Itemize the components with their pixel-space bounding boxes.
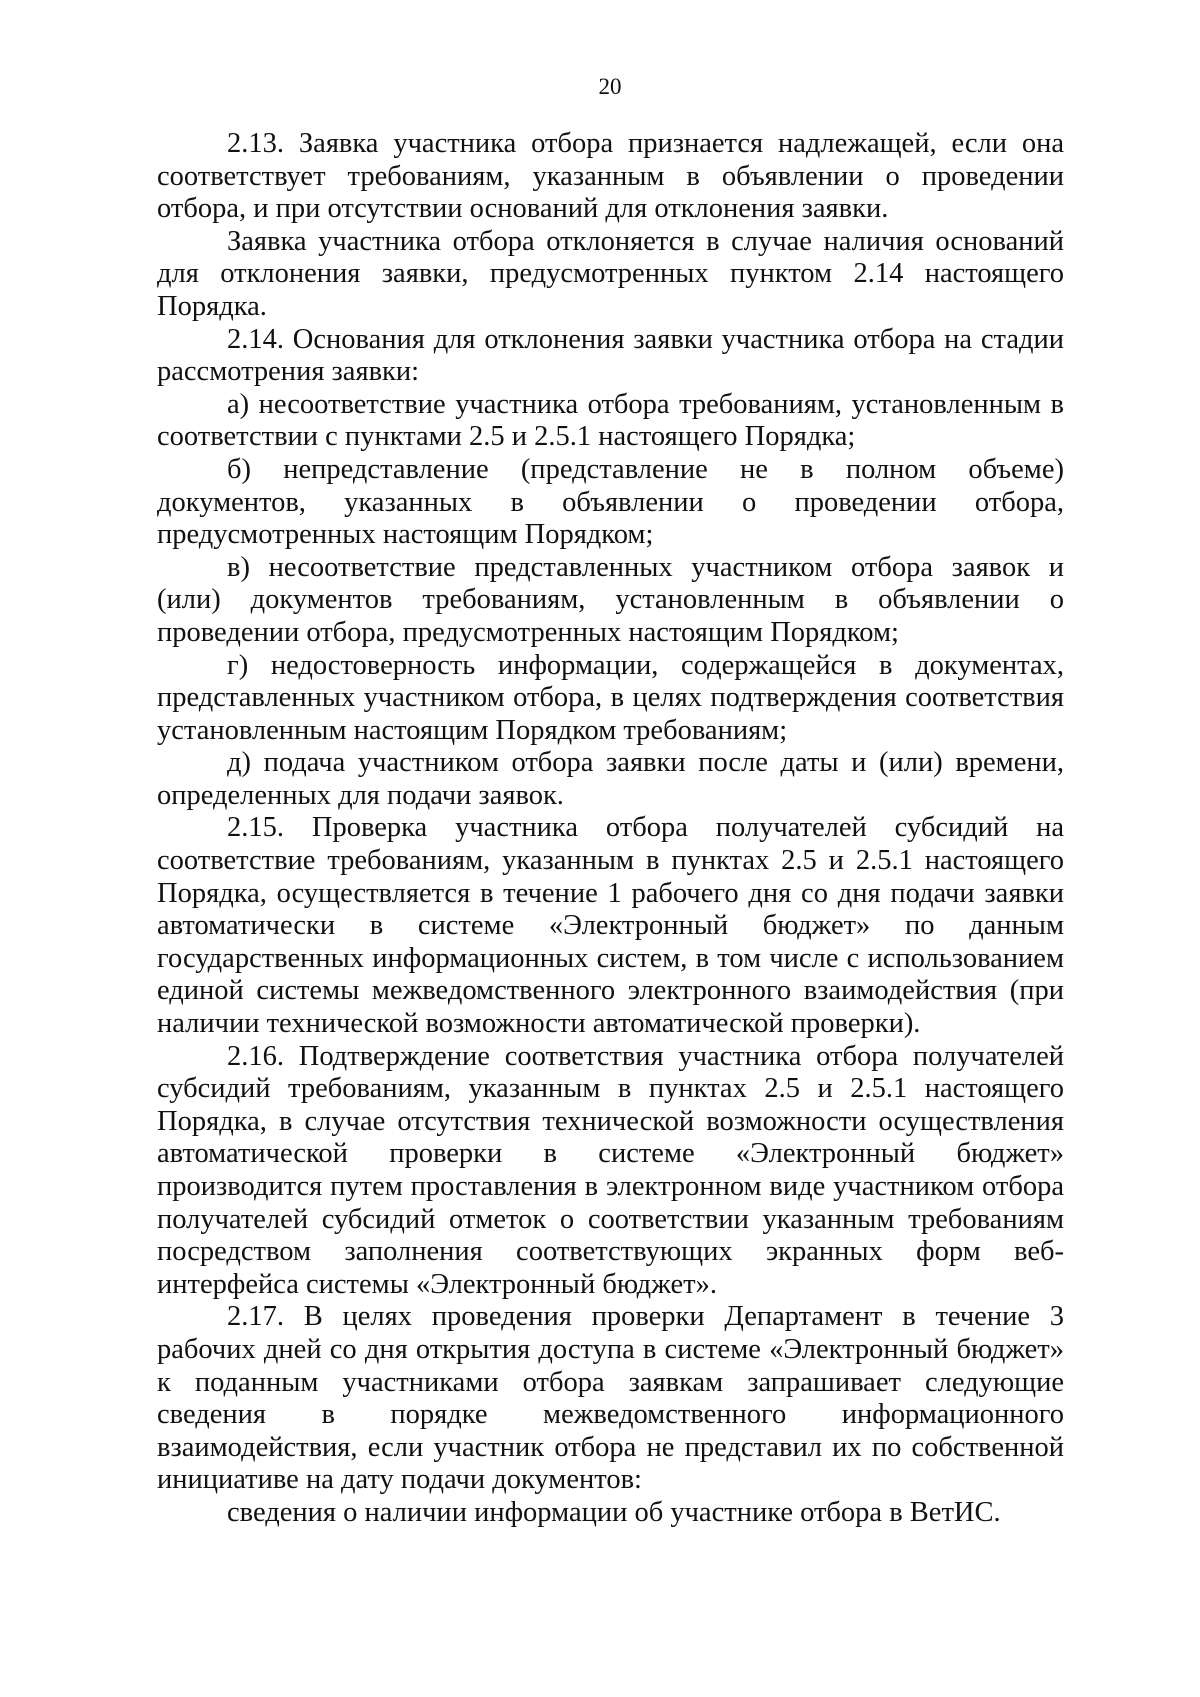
list-item-v: в) несоответствие представленных участником отбора заявок и (или) документов требованиям, установленным в объявлении о проведении отбора, предусмотренных настоящим Порядком; [157,551,1064,648]
paragraph-2-14: 2.14. Основания для отклонения заявки участника отбора на стадии рассмотрения заявки: [157,323,1064,388]
paragraph-2-16: 2.16. Подтверждение соответствия участника отбора получателей субсидий требованиям, указанным в пунктах 2.5 и 2.5.1 настоящего Порядка, в случае отсутствия технической возможности осуществления автоматической проверки в системе «Электронный бюджет» производится путем проставления в электронном виде участником отбора получателей субсидий отметок о соответствии указанным требованиям посредством заполнения соответствующих экранных форм веб-интерфейса системы «Электронный бюджет». [157,1040,1064,1300]
paragraph-2-17: 2.17. В целях проведения проверки Департамент в течение 3 рабочих дней со дня открытия доступа в системе «Электронный бюджет» к поданным участниками отбора заявкам запрашивает следующие сведения в порядке межведомственного информационного взаимодействия, если участник отбора не представил их по собственной инициативе на дату подачи документов: [157,1301,1064,1496]
list-item-g: г) недостоверность информации, содержащейся в документах, представленных участником отбора, в целях подтверждения соответствия установленным настоящим Порядком требованиям; [157,649,1064,746]
list-item-a: а) несоответствие участника отбора требованиям, установленным в соответствии с пунктами 2.5 и 2.5.1 настоящего Порядка; [157,388,1064,453]
list-item-b: б) непредставление (представление не в полном объеме) документов, указанных в объявлении о проведении отбора, предусмотренных настоящим Порядком; [157,453,1064,551]
page-number: 20 [598,74,622,99]
list-item-d: д) подача участником отбора заявки после даты и (или) времени, определенных для подачи заявок. [157,747,1064,811]
paragraph-vetis-info: сведения о наличии информации об участнике отбора в ВетИС. [227,1496,1001,1528]
paragraph-2-13: 2.13. Заявка участника отбора признается надлежащей, если она соответствует требованиям, указанным в объявлении о проведении отбора, и при отсутствии оснований для отклонения заявки. [157,128,1064,225]
document-body [157,128,1064,1530]
paragraph-rejection-note: Заявка участника отбора отклоняется в случае наличия оснований для отклонения заявки, предусмотренных пунктом 2.14 настоящего Порядка. [157,225,1064,322]
paragraph-2-15: 2.15. Проверка участника отбора получателей субсидий на соответствие требованиям, указанным в пунктах 2.5 и 2.5.1 настоящего Порядка, осуществляется в течение 1 рабочего дня со дня подачи заявки автоматически в системе «Электронный бюджет» по данным государственных информационных систем, в том числе с использованием единой системы межведомственного электронного взаимодействия (при наличии технической возможности автоматической проверки). [157,812,1064,1040]
